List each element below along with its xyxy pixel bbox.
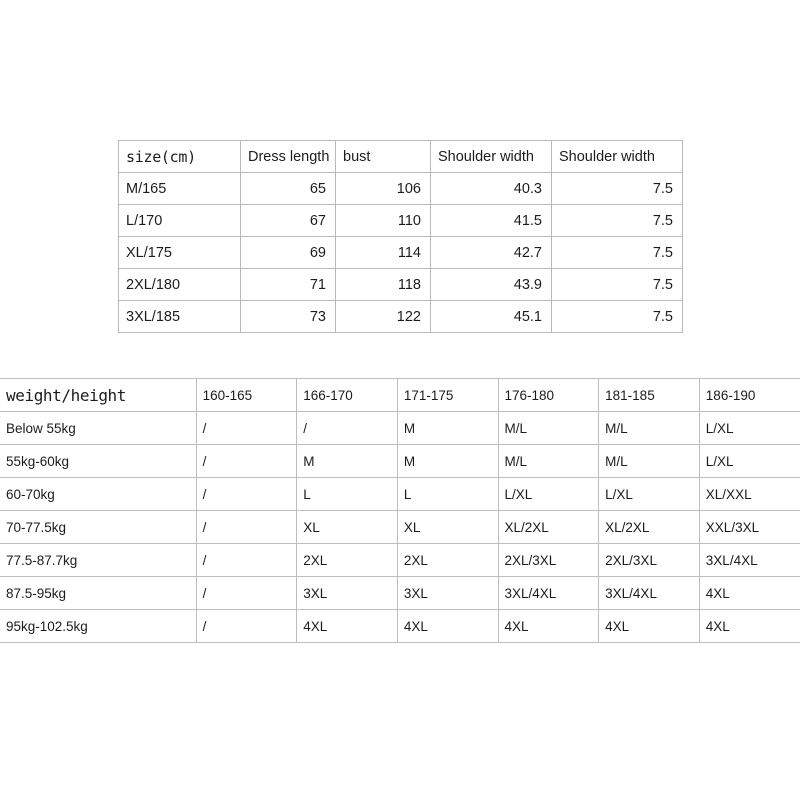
- size-cell: M/L: [498, 412, 599, 445]
- size-cell: L: [297, 478, 398, 511]
- size-cell: 4XL: [397, 610, 498, 643]
- weight-range-label: 55kg-60kg: [0, 445, 196, 478]
- size-cell: 4XL: [699, 577, 800, 610]
- wh-header-weight-height: weight/height: [0, 379, 196, 412]
- size-cell: /: [196, 478, 297, 511]
- dress-length-value: 71: [241, 269, 336, 301]
- weight-range-label: 70-77.5kg: [0, 511, 196, 544]
- shoulder-width-value: 45.1: [431, 301, 552, 333]
- size-cell: 4XL: [699, 610, 800, 643]
- weight-range-label: 87.5-95kg: [0, 577, 196, 610]
- table-row: [119, 301, 683, 333]
- dress-length-value: 69: [241, 237, 336, 269]
- size-cell: XL/2XL: [599, 511, 700, 544]
- size-cell: /: [196, 412, 297, 445]
- size-cell: 4XL: [498, 610, 599, 643]
- shoulder-width-value: 41.5: [431, 205, 552, 237]
- size-cell: 3XL: [397, 577, 498, 610]
- table-row: [0, 544, 800, 577]
- table-row: [0, 478, 800, 511]
- table-header-row: [119, 141, 683, 173]
- size-cell: /: [196, 544, 297, 577]
- size-cell: 2XL: [297, 544, 398, 577]
- size-cell: L/XL: [699, 445, 800, 478]
- size-chart-header-shoulder-width-2: Shoulder width: [552, 141, 683, 173]
- wh-header-166-170: 166-170: [297, 379, 398, 412]
- size-cell: 3XL/4XL: [599, 577, 700, 610]
- wh-header-171-175: 171-175: [397, 379, 498, 412]
- size-cell: /: [297, 412, 398, 445]
- size-chart-header-dress-length: Dress length: [241, 141, 336, 173]
- size-cell: 3XL/4XL: [498, 577, 599, 610]
- shoulder-width-2-value: 7.5: [552, 173, 683, 205]
- shoulder-width-2-value: 7.5: [552, 269, 683, 301]
- shoulder-width-2-value: 7.5: [552, 301, 683, 333]
- shoulder-width-2-value: 7.5: [552, 205, 683, 237]
- size-cell: L/XL: [599, 478, 700, 511]
- table-row: [0, 412, 800, 445]
- size-label: M/165: [119, 173, 241, 205]
- weight-range-label: Below 55kg: [0, 412, 196, 445]
- size-cell: M: [397, 412, 498, 445]
- size-cell: M: [297, 445, 398, 478]
- size-label: L/170: [119, 205, 241, 237]
- shoulder-width-2-value: 7.5: [552, 237, 683, 269]
- weight-height-table: [0, 378, 800, 643]
- size-cell: XL/XXL: [699, 478, 800, 511]
- shoulder-width-value: 40.3: [431, 173, 552, 205]
- size-cell: 2XL/3XL: [599, 544, 700, 577]
- table-row: [0, 577, 800, 610]
- wh-header-176-180: 176-180: [498, 379, 599, 412]
- dress-length-value: 65: [241, 173, 336, 205]
- size-cell: 4XL: [599, 610, 700, 643]
- size-chart-header-size: size(cm): [119, 141, 241, 173]
- size-cell: 2XL: [397, 544, 498, 577]
- dress-length-value: 67: [241, 205, 336, 237]
- size-cell: 2XL/3XL: [498, 544, 599, 577]
- shoulder-width-value: 42.7: [431, 237, 552, 269]
- size-cell: /: [196, 511, 297, 544]
- size-cell: M/L: [498, 445, 599, 478]
- wh-header-160-165: 160-165: [196, 379, 297, 412]
- size-cell: 3XL/4XL: [699, 544, 800, 577]
- size-cell: 3XL: [297, 577, 398, 610]
- bust-value: 114: [336, 237, 431, 269]
- weight-range-label: 77.5-87.7kg: [0, 544, 196, 577]
- size-cell: /: [196, 610, 297, 643]
- table-row: [119, 237, 683, 269]
- size-cell: L/XL: [699, 412, 800, 445]
- size-chart-header-shoulder-width: Shoulder width: [431, 141, 552, 173]
- shoulder-width-value: 43.9: [431, 269, 552, 301]
- size-chart-table: [118, 140, 683, 333]
- table-row: [119, 205, 683, 237]
- wh-header-186-190: 186-190: [699, 379, 800, 412]
- size-cell: 4XL: [297, 610, 398, 643]
- bust-value: 118: [336, 269, 431, 301]
- size-cell: L: [397, 478, 498, 511]
- size-label: 2XL/180: [119, 269, 241, 301]
- size-cell: M/L: [599, 412, 700, 445]
- table-row: [119, 269, 683, 301]
- size-cell: XL/2XL: [498, 511, 599, 544]
- size-cell: /: [196, 445, 297, 478]
- size-cell: /: [196, 577, 297, 610]
- size-cell: M: [397, 445, 498, 478]
- size-label: 3XL/185: [119, 301, 241, 333]
- size-cell: XL: [397, 511, 498, 544]
- size-cell: XL: [297, 511, 398, 544]
- dress-length-value: 73: [241, 301, 336, 333]
- weight-height-chart-container: [0, 378, 800, 643]
- size-cell: XXL/3XL: [699, 511, 800, 544]
- bust-value: 110: [336, 205, 431, 237]
- weight-range-label: 95kg-102.5kg: [0, 610, 196, 643]
- wh-header-181-185: 181-185: [599, 379, 700, 412]
- table-row: [0, 445, 800, 478]
- table-row: [119, 173, 683, 205]
- size-chart-header-bust: bust: [336, 141, 431, 173]
- weight-range-label: 60-70kg: [0, 478, 196, 511]
- size-cell: M/L: [599, 445, 700, 478]
- bust-value: 106: [336, 173, 431, 205]
- table-header-row: [0, 379, 800, 412]
- size-chart-container: [118, 140, 682, 333]
- bust-value: 122: [336, 301, 431, 333]
- size-label: XL/175: [119, 237, 241, 269]
- table-row: [0, 511, 800, 544]
- table-row: [0, 610, 800, 643]
- size-cell: L/XL: [498, 478, 599, 511]
